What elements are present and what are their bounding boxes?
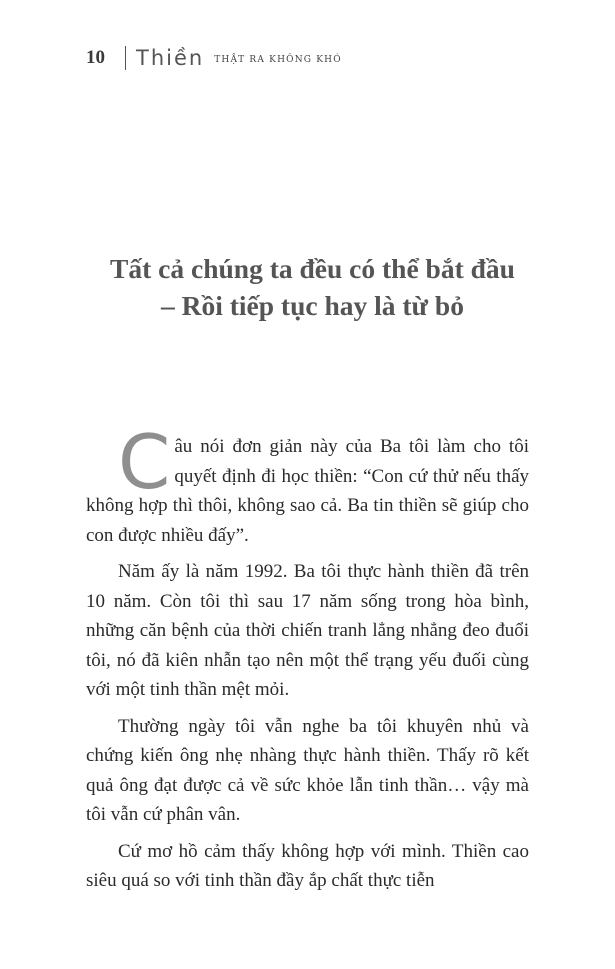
running-header (86, 44, 342, 72)
paragraph-2: Năm ấy là năm 1992. Ba tôi thực hành thiền đã trên 10 năm. Còn tôi thì sau 17 năm sống trong hòa bình, những căn bệnh của thời chiến tranh lẳng nhẳng đeo đuổi tôi, nó đã kiên nhẫn tạo nên một thể trạng yếu đuối cùng với một tinh thần mệt mỏi. (86, 561, 529, 700)
chapter-title-line-1: Tất cả chúng ta đều có thể bắt đầu (110, 253, 515, 284)
paragraph-1 (86, 418, 529, 550)
chapter-title-line-2: – Rồi tiếp tục hay là từ bỏ (161, 290, 464, 321)
body-text (86, 418, 529, 896)
paragraph-1-text: âu nói đơn giản này của Ba tôi làm cho tôi quyết định đi học thiền: “Con cứ thử nếu thấy không hợp thì thôi, không sao cả. Ba tin thiền sẽ giúp cho con được nhiều đấy”. (86, 436, 529, 546)
paragraph-3: Thường ngày tôi vẫn nghe ba tôi khuyên nhủ và chứng kiến ông nhẹ nhàng thực hành thiền. Thấy rõ kết quả ông đạt được cả về sức khỏe lẫn tinh thần… vậy mà tôi vẫn cứ phân vân. (86, 715, 529, 825)
page-number: 10 (86, 47, 105, 68)
drop-cap: C (118, 418, 171, 506)
header-divider (125, 46, 126, 70)
book-subtitle: THẬT RA KHÔNG KHÓ (214, 55, 342, 65)
chapter-title (60, 250, 565, 324)
paragraph-4: Cứ mơ hồ cảm thấy không hợp với mình. Thiền cao siêu quá so với tinh thần đầy ắp chất thực tiễn (86, 840, 529, 891)
book-title: Thiền (136, 46, 205, 70)
